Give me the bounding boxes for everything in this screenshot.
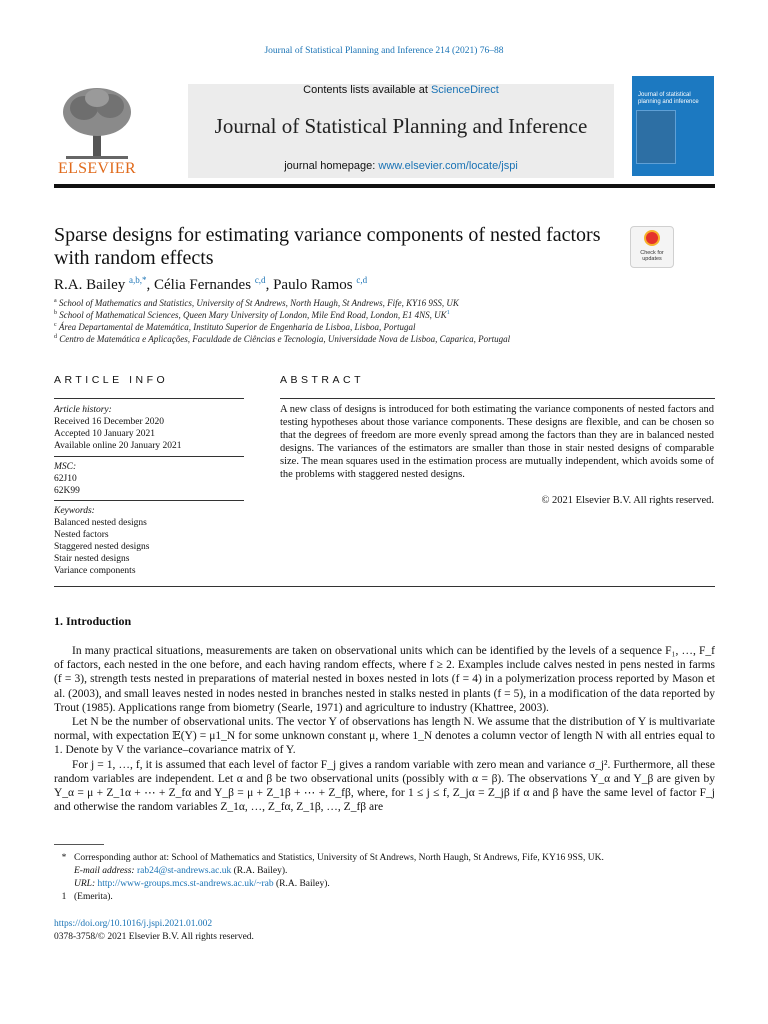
author-affiliation-marks[interactable]: a,b,* [129, 275, 147, 285]
affiliation-a [54, 298, 714, 308]
url-owner: (R.A. Bailey). [275, 879, 330, 889]
keyword: Nested factors [54, 530, 109, 540]
email-owner: (R.A. Bailey). [233, 866, 288, 876]
history-label: Article history: [54, 405, 112, 415]
affiliation-c [54, 322, 714, 332]
article-history [54, 404, 244, 452]
affiliation-text: School of Mathematics and Statistics, University of St Andrews, North Haugh, St Andrews, Fife, KY16 9SS, UK [58, 298, 459, 308]
paper-title: Sparse designs for estimating variance components of nested factors with random effects [54, 224, 601, 269]
footnote-rule [54, 844, 104, 845]
affiliation-mark: a [54, 298, 57, 304]
crossmark-icon [644, 230, 660, 246]
author-affiliation-marks[interactable]: c,d [254, 275, 266, 285]
cover-title: Journal of statistical planning and inference [638, 92, 699, 105]
msc-rule [54, 456, 244, 457]
footnote-text: (Emerita). [74, 892, 113, 902]
abstract-rule [280, 398, 715, 399]
msc-code: 62K99 [54, 486, 80, 496]
abstract-heading: ABSTRACT [280, 374, 365, 386]
cover-inner-panel [636, 110, 676, 164]
elsevier-wordmark: ELSEVIER [58, 160, 136, 177]
footnote-email [74, 865, 714, 878]
history-online: Available online 20 January 2021 [54, 441, 182, 451]
affiliation-mark: b [54, 310, 57, 316]
footnote-text: Corresponding author at: School of Mathematics and Statistics, University of St Andrews, North Haugh, St Andrews, Fife, KY16 9SS, UK. [74, 853, 604, 863]
affiliation-text: Área Departamental de Matemática, Instituto Superior de Engenharia de Lisboa, Lisboa, Portugal [58, 322, 416, 332]
footnote-mark: 1 [61, 892, 67, 902]
author-name[interactable]: Paulo Ramos [273, 277, 353, 293]
keywords-block [54, 505, 244, 577]
footnote-ref[interactable]: 1 [446, 310, 450, 316]
author-name[interactable]: Célia Fernandes [154, 277, 252, 293]
intro-paragraph-2: Let N be the number of observational units. The vector Y of observations has length N. We assume that the distribution of Y is multivariate normal, with expectation 𝔼(Y) = μ1_N for some unknown constant μ, where 1_N denotes a column vector of length N with all entries equal to 1. Denote by V the variance–covariance matrix of Y. [54, 716, 715, 757]
author-affiliation-marks[interactable]: c,d [356, 275, 368, 285]
keyword: Balanced nested designs [54, 518, 147, 528]
header-rule [54, 184, 715, 188]
contents-prefix: Contents lists available at [303, 84, 431, 96]
intro-paragraph-1: In many practical situations, measurements are taken on observational units which can be identified by the levels of a sequence F₁, …, F_f of factors, each nested in the one before, and each having random effects, where f ≥ 2. Examples include calves nested in pens nested in farms (f = 3), strength tests nested in preparations of material nested in boxes nested in lots (f = 4) in a polymerization process reported by Mason et al. (2003), and small leaves nested in nodes nested in branches nested in stalks nested in plants (f = 5), in a modification of the data reported by Trout (1985). Applications range from biometry (Searle, 1971) and agriculture to industry (Khattree, 2003). [54, 645, 715, 714]
journal-title: Journal of Statistical Planning and Inference [214, 114, 588, 138]
url-label: URL: [74, 879, 96, 889]
sciencedirect-link[interactable]: ScienceDirect [430, 84, 499, 96]
introduction-body [54, 644, 715, 814]
doi-link[interactable]: https://doi.org/10.1016/j.jspi.2021.01.002 [54, 919, 213, 929]
author-name[interactable]: R.A. Bailey [54, 277, 126, 293]
affiliation-b [54, 310, 714, 320]
journal-citation[interactable]: Journal of Statistical Planning and Inference 214 (2021) 76–88 [264, 46, 504, 56]
msc-code: 62J10 [54, 474, 77, 484]
keyword: Stair nested designs [54, 554, 130, 564]
affiliation-d [54, 334, 714, 344]
keywords-label: Keywords: [54, 506, 95, 516]
intro-paragraph-3: For j = 1, …, f, it is assumed that each level of factor F_j gives a random variable with zero mean and variance σ_j². Furthermore, all these random variables are independent. Let α and β be two observational units (possibly with α = β). The observations Y_α and Y_β are given by Y_α = μ + Z_1α + ⋯ + Z_fα and Y_β = μ + Z_1β + ⋯ + Z_fβ, where, for 1 ≤ j ≤ f, Z_jα = Z_jβ if α and β have the same level of factor F_j and otherwise the random variables Z_1α, …, Z_fα, Z_1β, …, Z_fβ are [54, 758, 715, 814]
keyword: Staggered nested designs [54, 542, 150, 552]
affiliation-mark: d [54, 334, 57, 340]
abstract-text: A new class of designs is introduced for both estimating the variance components of nested factors and testing hypotheses about those variance components. These designs are flexible, and can be chosen so that the degrees of freedom are more evenly spread among the factors than they are in balanced nested designs. The variances of the estimators are smaller than those in stair nested designs of comparable size. The mean squares used in the estimation process are mutually independent, which avoids some of the problems with staggered nested designs. [280, 404, 714, 480]
history-accepted: Accepted 10 January 2021 [54, 429, 156, 439]
issn-line: 0378-3758/© 2021 Elsevier B.V. All rights reserved. [54, 932, 254, 942]
author-list: R.A. Bailey $^{a,b,*}$, Célia Fernandes $^{c,d}$, Paulo Ramos $^{c,d}$ [54, 275, 368, 293]
msc-label: MSC: [54, 462, 77, 472]
affiliation-text: School of Mathematical Sciences, Queen Mary University of London, Mile End Road, London, E1 4NS, UK [59, 310, 447, 320]
homepage-prefix: journal homepage: [284, 160, 379, 172]
contents-line [188, 84, 614, 96]
email-link[interactable]: rab24@st-andrews.ac.uk [136, 866, 232, 876]
footnote-url [74, 878, 714, 891]
history-received: Received 16 December 2020 [54, 417, 164, 427]
check-for-updates-button[interactable] [630, 226, 674, 268]
journal-cover-image[interactable] [632, 76, 714, 176]
crossmark-label: Check for updates [640, 250, 664, 262]
introduction-heading: 1. Introduction [54, 614, 132, 628]
abstract-copyright: © 2021 Elsevier B.V. All rights reserved. [541, 495, 714, 506]
homepage-link[interactable]: www.elsevier.com/locate/jspi [378, 160, 518, 172]
keyword: Variance components [54, 566, 136, 576]
keywords-rule [54, 500, 244, 501]
msc-block [54, 461, 244, 497]
affiliation-mark: c [54, 322, 57, 328]
front-matter-rule [54, 586, 715, 587]
footnote-corresponding [54, 852, 715, 865]
affiliation-text: Centro de Matemática e Aplicações, Faculdade de Ciências e Tecnologia, Universidade Nova de Lisboa, Caparica, Portugal [59, 334, 511, 344]
footnote-1 [54, 891, 715, 904]
email-label: E-mail address: [74, 866, 135, 876]
article-info-heading: ARTICLE INFO [54, 374, 169, 386]
homepage-line [188, 160, 614, 172]
article-info-rule [54, 398, 244, 399]
homepage-url-link[interactable]: http://www-groups.mcs.st-andrews.ac.uk/~rab [97, 879, 274, 889]
footnote-mark: * [61, 853, 67, 863]
